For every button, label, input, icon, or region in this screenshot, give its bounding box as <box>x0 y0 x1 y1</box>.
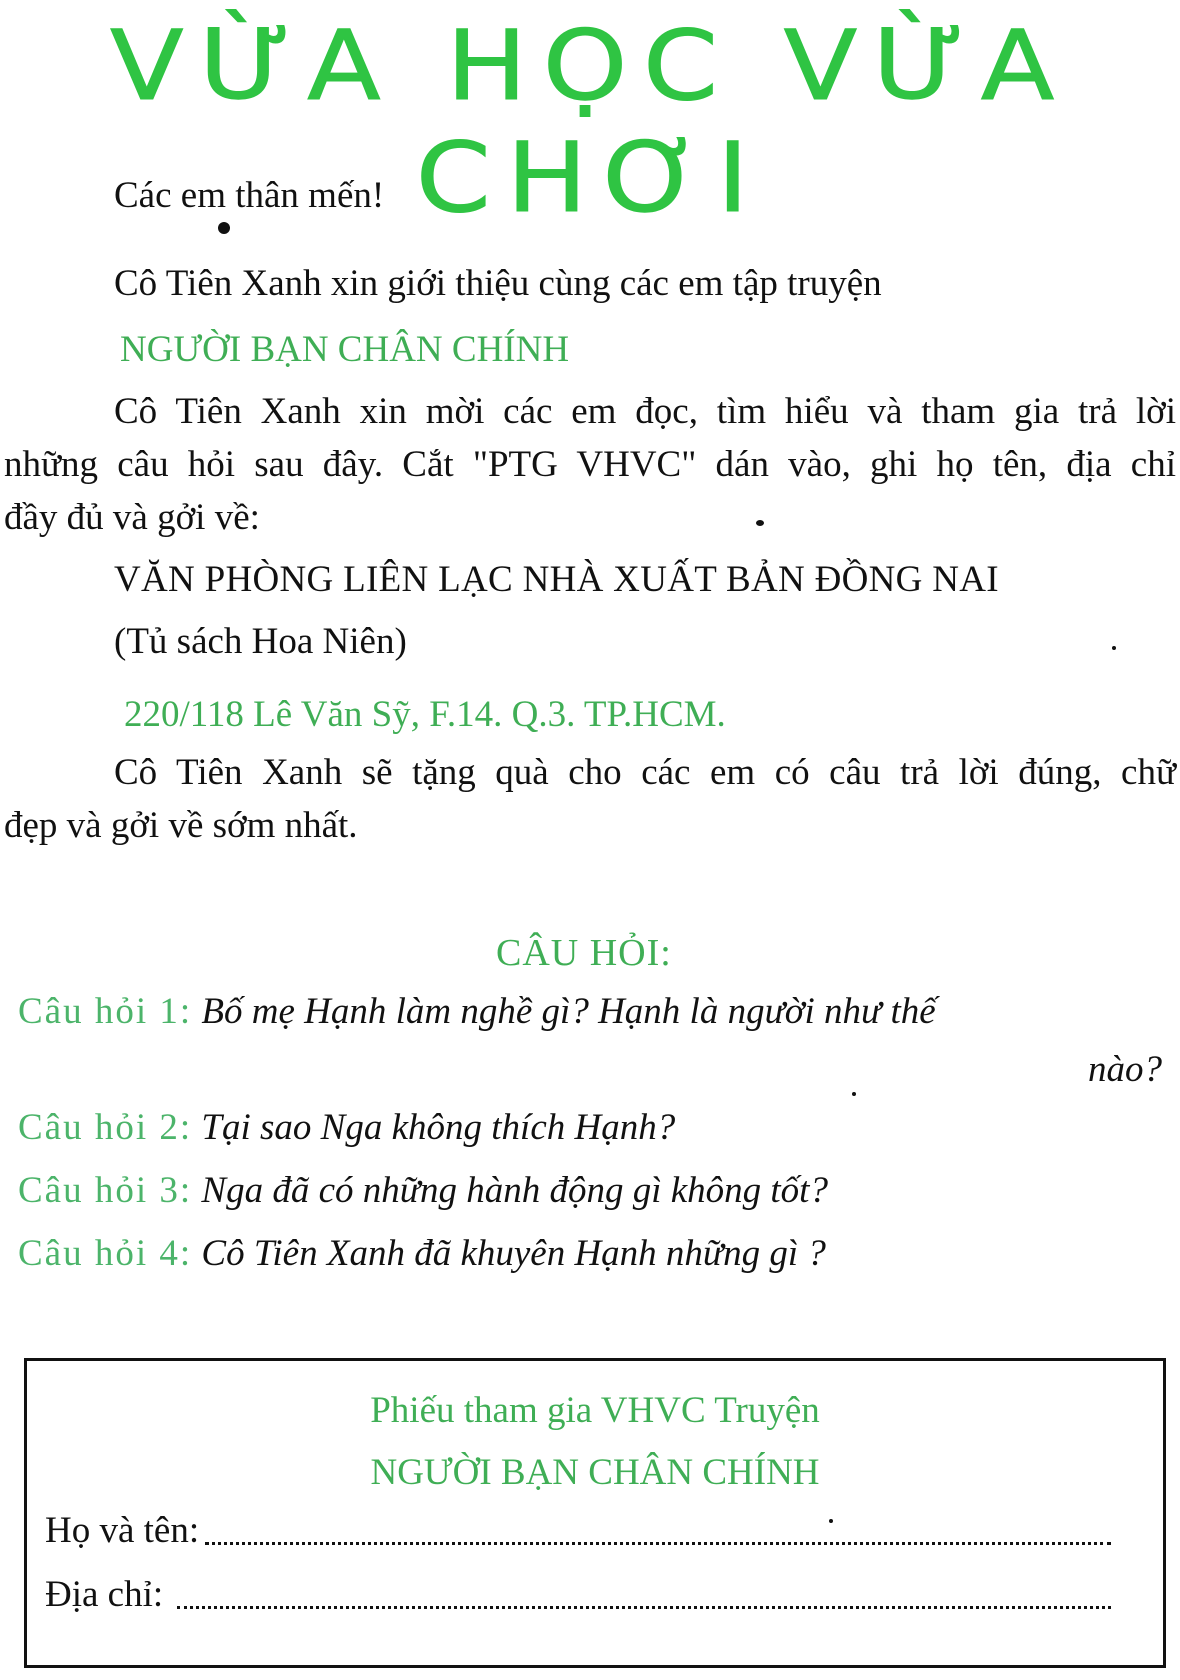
question-text: Cô Tiên Xanh đã khuyên Hạnh những gì ? <box>201 1233 826 1274</box>
office-name: VĂN PHÒNG LIÊN LẠC NHÀ XUẤT BẢN ĐỒNG NAI <box>114 559 999 600</box>
greeting: Các em thân mến! <box>114 175 385 216</box>
question-text: Nga đã có những hành động gì không tốt? <box>201 1170 828 1211</box>
questions-heading: CÂU HỎI: <box>496 932 672 974</box>
question-4 <box>18 1232 826 1275</box>
mailing-address: 220/118 Lê Văn Sỹ, F.14. Q.3. TP.HCM. <box>124 694 726 735</box>
book-title: NGƯỜI BẠN CHÂN CHÍNH <box>120 329 570 370</box>
name-label: Họ và tên: <box>45 1510 200 1551</box>
paragraph-line: Cô Tiên Xanh sẽ tặng quà cho các em có câu trả lời đúng, chữ <box>114 752 1176 793</box>
participation-form <box>24 1358 1166 1668</box>
question-label: Câu hỏi 3: <box>18 1170 193 1211</box>
question-2 <box>18 1106 675 1149</box>
question-text: Tại sao Nga không thích Hạnh? <box>201 1107 676 1148</box>
ink-speck <box>852 1092 856 1096</box>
ink-speck <box>218 222 230 234</box>
ink-speck <box>756 520 764 526</box>
form-title: Phiếu tham gia VHVC Truyện <box>370 1390 820 1431</box>
question-text: Bố mẹ Hạnh làm nghề gì? Hạnh là người như thế <box>201 991 936 1032</box>
paragraph-line: đẹp và gởi về sớm nhất. <box>4 805 358 846</box>
intro-line: Cô Tiên Xanh xin giới thiệu cùng các em tập truyện <box>114 263 882 304</box>
form-book-title: NGƯỜI BẠN CHÂN CHÍNH <box>370 1452 820 1493</box>
series-name: (Tủ sách Hoa Niên) <box>114 621 407 662</box>
question-3 <box>18 1169 828 1212</box>
ink-speck <box>829 1519 833 1523</box>
page-title: VỪA HỌC VỪA CHƠI <box>109 10 1071 234</box>
name-field[interactable] <box>205 1542 1111 1545</box>
question-label: Câu hỏi 2: <box>18 1107 193 1148</box>
paragraph-line: đầy đủ và gởi về: <box>4 497 260 538</box>
question-1 <box>18 990 936 1033</box>
question-label: Câu hỏi 1: <box>18 991 193 1032</box>
question-label: Câu hỏi 4: <box>18 1233 193 1274</box>
question-1-continuation: nào? <box>1088 1049 1162 1090</box>
ink-speck <box>1112 646 1116 650</box>
paragraph-line: Cô Tiên Xanh xin mời các em đọc, tìm hiểu và tham gia trả lời <box>114 391 1176 432</box>
address-field[interactable] <box>177 1606 1111 1609</box>
paragraph-line: những câu hỏi sau đây. Cắt "PTG VHVC" dán vào, ghi họ tên, địa chỉ <box>4 444 1176 485</box>
address-label: Địa chỉ: <box>45 1574 164 1615</box>
